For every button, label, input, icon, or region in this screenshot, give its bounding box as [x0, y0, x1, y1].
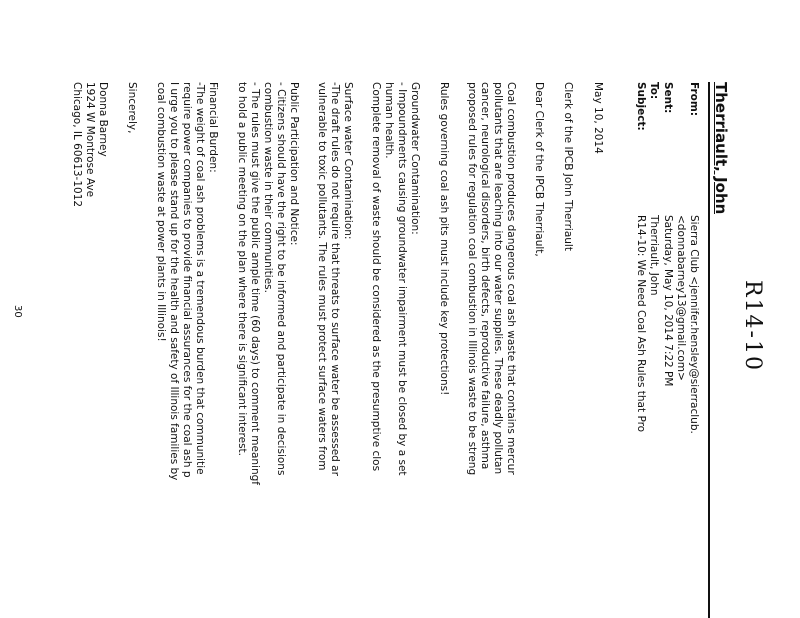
financial-burden-line-2: require power companies to provide financial assurances for the coal ash p: [181, 82, 193, 478]
key-protections-line: Rules governing coal ash pits must include key protections!: [438, 82, 450, 396]
header-rule: [708, 82, 710, 618]
signer-city: Chicago, IL 60613-1012: [71, 82, 83, 208]
financial-burden-line-1: -The weight of coal ash problems is a tremendous burden that communitie: [194, 82, 206, 475]
public-participation-line-4: to hold a public meeting on the plan where there is significant interest.: [236, 82, 248, 457]
financial-burden-heading: Financial Burden:: [207, 82, 219, 173]
groundwater-heading: Groundwater Contamination:: [409, 82, 421, 235]
header-label-from: From:: [688, 82, 700, 117]
closing-appeal-line-1: I urge you to please stand up for the health and safety of Illinois families by: [168, 82, 180, 481]
surface-water-heading: Surface water Contamination:: [342, 82, 354, 240]
public-participation-line-3: - The rules must give the public ample time (60 days) to comment meaningf: [249, 82, 261, 485]
public-participation-line-2: combustion waste in their communities.: [262, 82, 274, 293]
intro-line-1: Coal combustion produces dangerous coal ash waste that contains mercur: [505, 82, 517, 475]
header-value-from: Sierra Club <jennifer.hensley@sierraclub.: [688, 215, 700, 434]
header-value-to: Therriault, John: [648, 215, 660, 296]
closing-appeal-line-2: coal combustion waste at power plants in Illinois!: [155, 82, 167, 342]
groundwater-line-3: Complete removal of waste should be considered as the presumptive clos: [370, 82, 382, 472]
public-participation-heading: Public Participation and Notice:: [288, 82, 300, 246]
salutation: Dear Clerk of the IPCB Therriault,: [533, 82, 545, 257]
intro-line-4: proposed rules for regulation coal combustion in Illinois waste to be streng: [466, 82, 478, 476]
sender-name-heading: Therriault, John: [712, 82, 730, 215]
intro-line-2: pollutants that are leaching into our water supplies. These deadly pollutan: [492, 82, 504, 475]
header-label-to: To:: [648, 82, 660, 100]
surface-water-line-2: vulnerable to toxic pollutants. The rules must protect surface waters from: [316, 82, 328, 471]
header-value-subject: R14-10: We Need Coal Ash Rules that Pro: [635, 215, 647, 433]
recipient-line: Clerk of the IPCB John Therriault: [562, 82, 574, 251]
document-number: R14-10: [740, 280, 765, 372]
letter-date: May 10, 2014: [592, 82, 604, 154]
public-participation-line-1: - Citizens should have the right to be informed and participate in decisions: [275, 82, 287, 476]
header-label-sent: Sent:: [662, 82, 674, 114]
page-number: 30: [12, 305, 23, 318]
signer-street: 1924 W Montrose Ave: [84, 82, 96, 198]
sign-off: Sincerely,: [126, 82, 138, 134]
surface-water-line-1: -The draft rules do not require that threats to surface water be assessed ar: [329, 82, 341, 476]
groundwater-line-2: human health.: [383, 82, 395, 159]
header-value-from-cont: <donnabarney13@gmail.com>: [675, 215, 687, 381]
intro-line-3: cancer, neurological disorders, birth defects, reproductive failure, asthma: [479, 82, 491, 470]
header-value-sent: Saturday, May 10, 2014 7:22 PM: [662, 215, 674, 387]
signer-name: Donna Barney: [97, 82, 109, 157]
header-label-subject: Subject:: [635, 82, 647, 131]
groundwater-line-1: - Impoundments causing groundwater impairment must be closed by a set: [396, 82, 408, 476]
